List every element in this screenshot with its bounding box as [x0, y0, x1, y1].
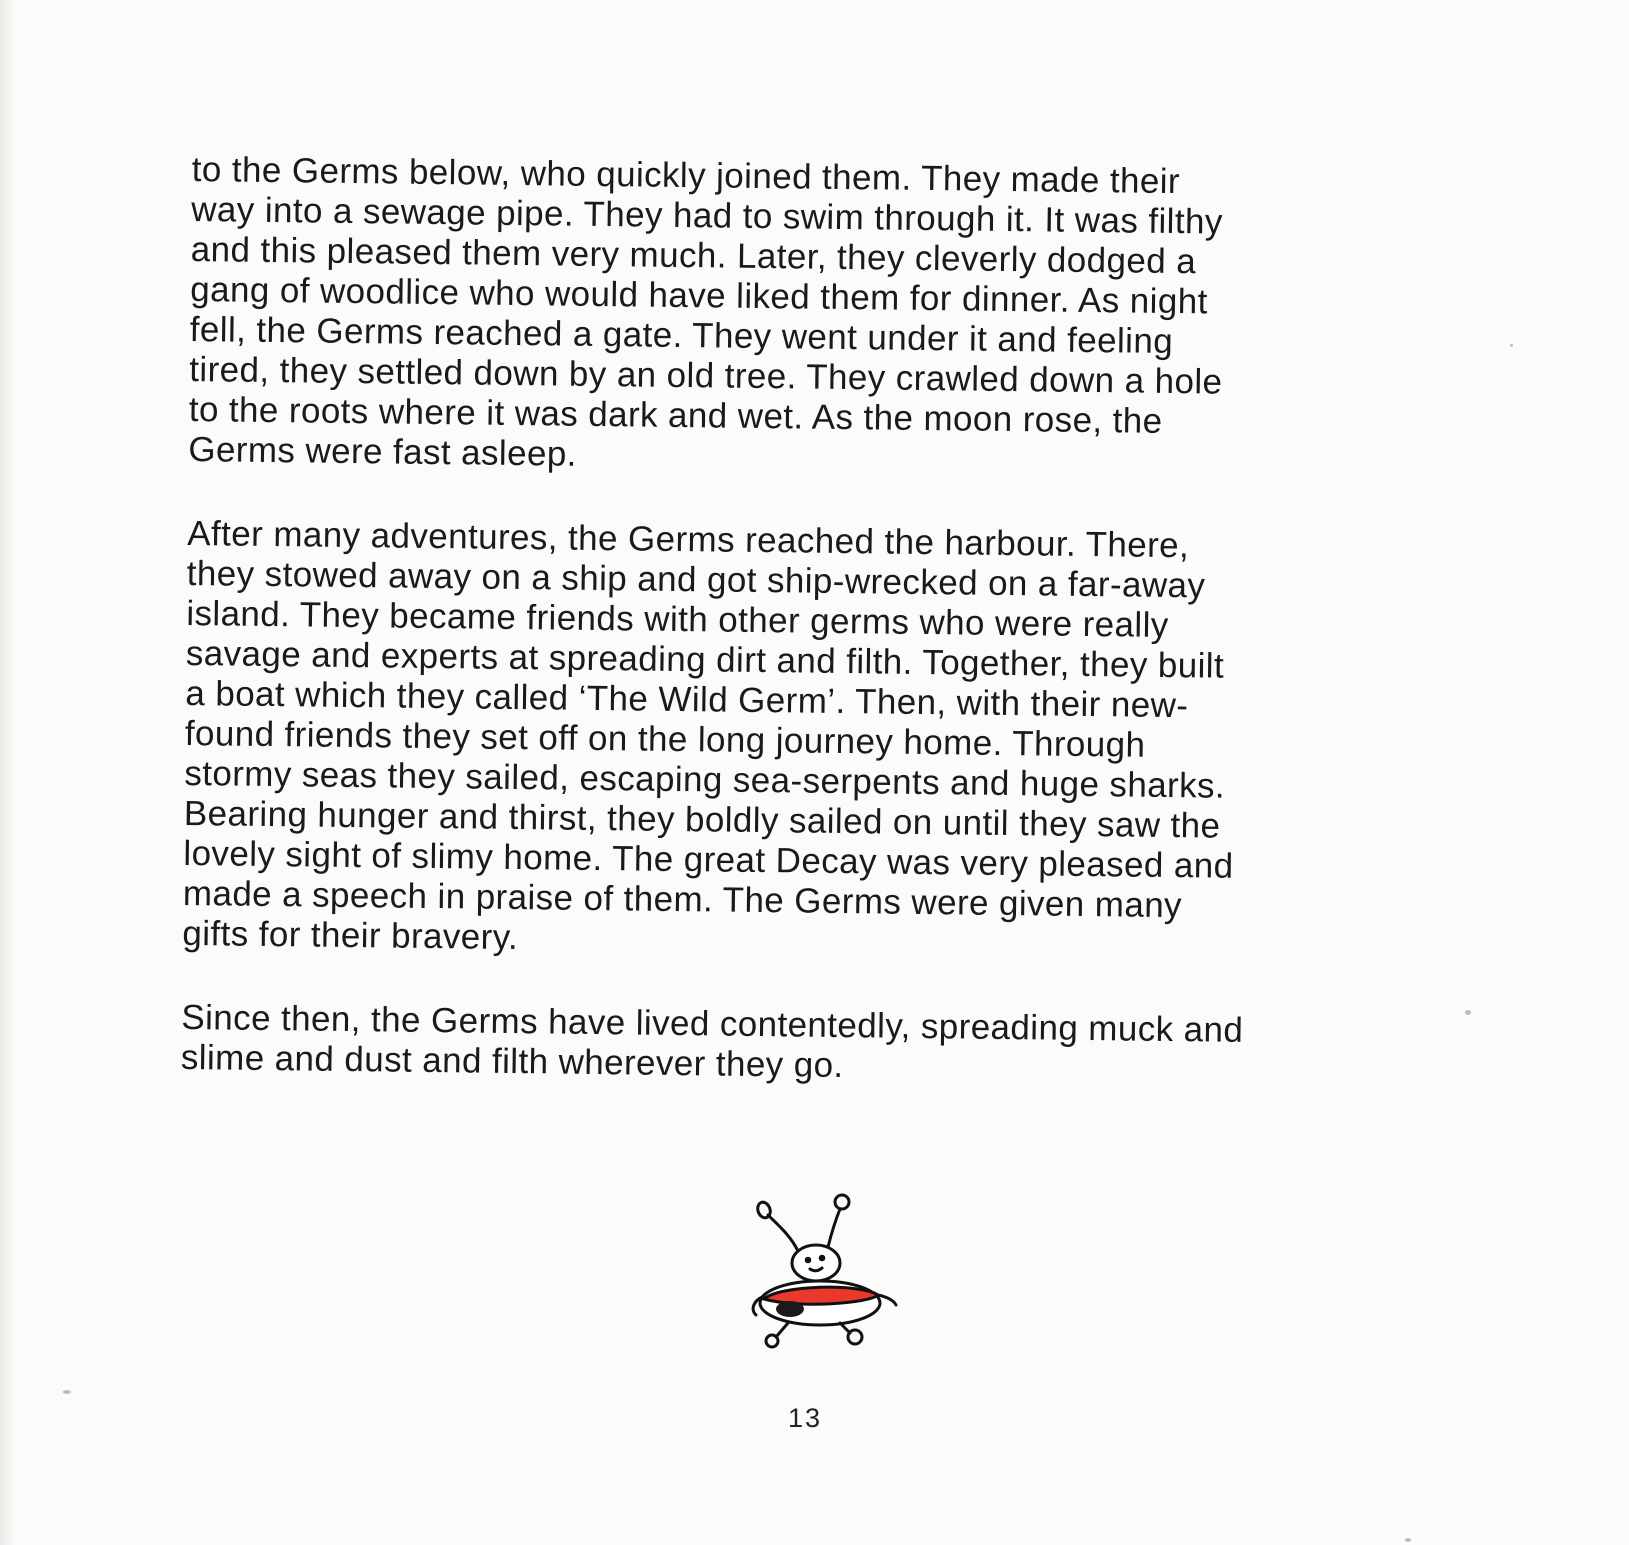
page-edge-shadow [0, 0, 14, 1545]
paragraph-3: Since then, the Germs have lived contentedly, spreading muck and slime and dust and filth wherever they go. [180, 997, 1244, 1086]
paragraph-1: to the Germs below, who quickly joined them. They made their way into a sewage pipe. They had to swim through it. It was filthy and this pleased them very much. Later, they cleverly dodged a gang of woodlice who would have liked them for dinner. As night fell, the Germs reached a gate. They went under it and feeling tired, they settled down by an old tree. They crawled down a hole to the roots where it was dark and wet. As the moon rose, the Germs were fast asleep. [188, 150, 1223, 474]
paper-speck [1465, 1010, 1471, 1015]
paper-speck [1510, 344, 1513, 347]
paper-speck [63, 1390, 71, 1394]
page-number: 13 [787, 1403, 823, 1433]
paragraph-2: After many adventures, the Germs reached the harbour. There, they stowed away on a ship and got ship-wrecked on a far-away island. They became friends with other germs who were really savage and experts at spreading dirt and filth. Together, they built a boat which they called ‘The Wild Germ’. Then, with their new- found friends they set off on the long journey home. Through stormy seas they sailed, escaping sea-serpents and huge sharks. Bearing hunger and thirst, they boldly sailed on until they saw the lovely sight of slimy home. The great Decay was very pleased and made a speech in praise of them. The Germs were given many gifts for their bravery. [182, 513, 1234, 958]
story-text [180, 150, 1422, 1137]
germ-character-icon [740, 1185, 910, 1350]
paper-speck [1405, 1538, 1411, 1542]
